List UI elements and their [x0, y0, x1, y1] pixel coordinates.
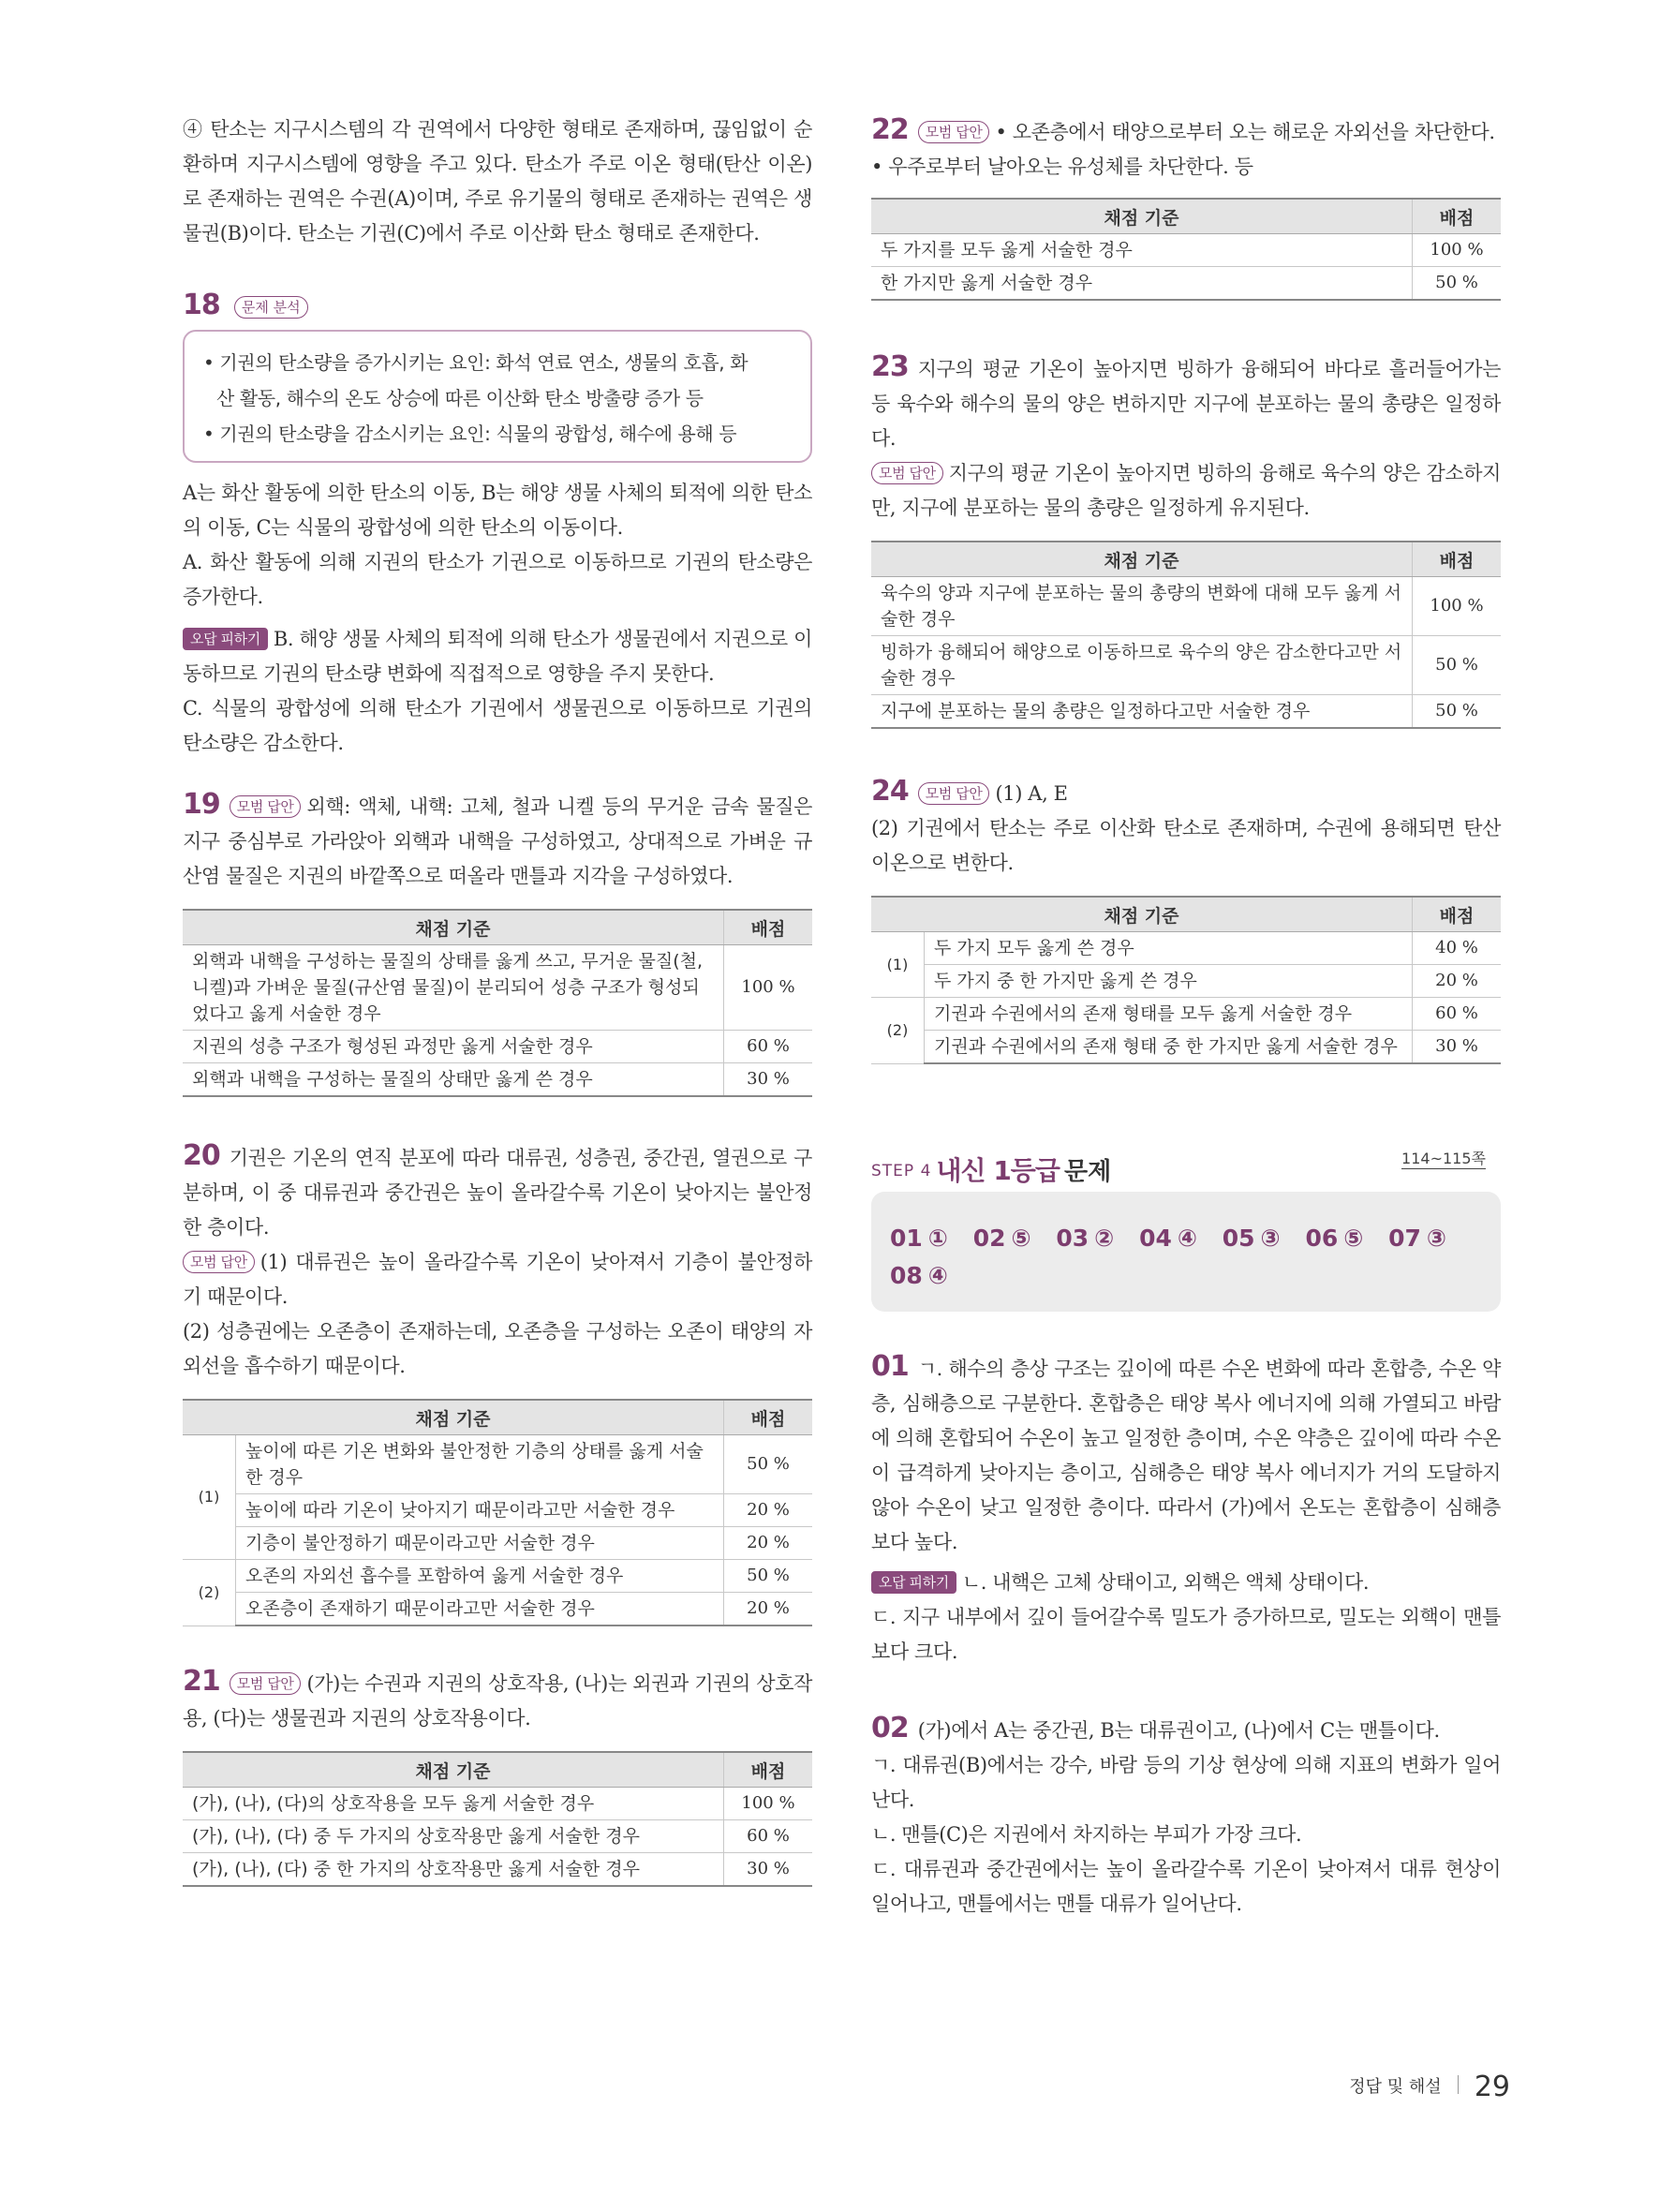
explanation-01	[871, 1349, 1501, 1670]
points-cell: 50 %	[1413, 267, 1502, 301]
q21-answer	[183, 1664, 812, 1736]
points-cell: 50 %	[1413, 695, 1502, 729]
table-row	[183, 945, 812, 1031]
question-18	[183, 289, 812, 761]
points-cell: 40 %	[1413, 932, 1502, 965]
e02-text-line	[871, 1711, 1501, 1748]
table-row	[871, 267, 1501, 301]
e01-avoid-b: ㄴ. 내핵은 고체 상태이고, 외핵은 액체 상태이다.	[961, 1571, 1370, 1594]
q24-answer-2: (2) 기권에서 탄소는 주로 이산화 탄소로 존재하며, 수권에 용해되면 탄산 이온으로 변한다.	[871, 817, 1501, 874]
q18-paragraph-3	[183, 622, 812, 691]
points-cell: 20 %	[724, 1527, 813, 1560]
points-cell: 20 %	[724, 1494, 813, 1527]
table-header	[871, 542, 1501, 577]
answer-number: 01	[890, 1225, 923, 1252]
question-24	[871, 774, 1501, 1064]
criteria-cell: 두 가지 모두 옳게 쓴 경우	[925, 932, 1413, 965]
criteria-cell: 지권의 성층 구조가 형성된 과정만 옳게 서술한 경우	[183, 1031, 724, 1063]
table-row	[183, 1788, 812, 1820]
points-header: 배점	[724, 1752, 813, 1788]
e01-avoid-badge: 오답 피하기	[871, 1571, 956, 1594]
answer-number: 04	[1139, 1225, 1172, 1252]
points-header: 배점	[1413, 542, 1502, 577]
right-column	[871, 112, 1501, 1922]
points-header: 배점	[1413, 897, 1502, 932]
e02-number: 02	[871, 1712, 909, 1744]
e01-text-line	[871, 1349, 1501, 1560]
q22-line-2: • 우주로부터 날아오는 유성체를 차단한다. 등	[871, 156, 1253, 178]
criteria-cell: 두 가지를 모두 옳게 서술한 경우	[871, 234, 1413, 267]
q20-scoring-table	[183, 1399, 812, 1626]
criteria-header: 채점 기준	[871, 199, 1413, 234]
q22-answer-1	[871, 112, 1501, 150]
q24-number: 24	[871, 775, 909, 808]
e02-text: (가)에서 A는 중간권, B는 대류권이고, (나)에서 C는 맨틀이다.	[917, 1719, 1440, 1742]
step4-title-rest: 문제	[1064, 1158, 1112, 1186]
table-header	[183, 1752, 812, 1788]
criteria-cell: 육수의 양과 지구에 분포하는 물의 총량의 변화에 대해 모두 옳게 서술한 경우	[871, 577, 1413, 636]
question-20	[183, 1138, 812, 1626]
points-cell: 20 %	[1413, 965, 1502, 998]
criteria-header: 채점 기준	[183, 1400, 724, 1435]
q23-model-badge: 모범 답안	[871, 462, 943, 484]
table-row	[183, 1853, 812, 1887]
question-21	[183, 1664, 812, 1887]
q18-box-line-2: 산 활동, 해수의 온도 상승에 따른 이산화 탄소 방출량 증가 등	[216, 387, 704, 409]
points-cell: 30 %	[1413, 1031, 1502, 1064]
table-row	[871, 1031, 1501, 1064]
criteria-header: 채점 기준	[871, 542, 1413, 577]
q22-scoring-table	[871, 198, 1501, 301]
question-23	[871, 349, 1501, 729]
q20-answer-1	[183, 1245, 812, 1314]
step4-answer-box	[871, 1192, 1501, 1312]
answer-choice: ④	[927, 1262, 948, 1289]
table-header	[871, 897, 1501, 932]
q18-avoid-text: B. 해양 생물 사체의 퇴적에 의해 탄소가 생물권에서 지권으로 이동하므로 기권의 탄소량 변화에 직접적으로 영향을 주지 못한다.	[183, 628, 812, 685]
explanation-02	[871, 1711, 1501, 1922]
points-header: 배점	[724, 1400, 813, 1435]
table-row	[183, 1527, 812, 1560]
criteria-cell: 높이에 따른 기온 변화와 불안정한 기층의 상태를 옳게 서술한 경우	[236, 1435, 724, 1494]
table-row	[183, 1063, 812, 1097]
page-number: 29	[1474, 2071, 1510, 2103]
criteria-cell: 외핵과 내핵을 구성하는 물질의 상태를 옳게 쓰고, 무거운 물질(철, 니켈)과 가벼운 물질(규산염 물질)이 분리되어 성층 구조가 형성되었다고 옳게 서술한 경우	[183, 945, 724, 1031]
q23-answer	[871, 456, 1501, 526]
answer-choice: ②	[1094, 1225, 1115, 1252]
answer-number: 03	[1056, 1225, 1089, 1252]
footer-label: 정답 및 해설	[1349, 2077, 1442, 2097]
left-column	[183, 112, 812, 1887]
q18-number: 18	[183, 289, 220, 321]
q18-paragraph-1: A는 화산 활동에 의한 탄소의 이동, B는 해양 생물 사체의 퇴적에 의한 탄소의 이동, C는 식물의 광합성에 의한 탄소의 이동이다.	[183, 482, 812, 539]
e02-a: ㄱ. 대류권(B)에서는 강수, 바람 등의 기상 현상에 의해 지표의 변화가 일어난다.	[871, 1754, 1501, 1811]
q24-answer-1	[871, 774, 1501, 811]
group-label: (1)	[183, 1435, 236, 1560]
criteria-cell: 오존층이 존재하기 때문이라고만 서술한 경우	[236, 1593, 724, 1626]
criteria-cell: 외핵과 내핵을 구성하는 물질의 상태만 옳게 쓴 경우	[183, 1063, 724, 1097]
answer-number: 08	[890, 1262, 923, 1289]
intro-paragraph: ④ 탄소는 지구시스템의 각 권역에서 다양한 형태로 존재하며, 끊임없이 순환하며 지구시스템에 영향을 주고 있다. 탄소가 주로 이온 형태(탄산 이온)로 존재하는 권역은 수권(A)이며, 주로 유기물의 형태로 존재하는 권역은 생물권(B)이다. 탄소는 기권(C)에서 주로 이산화 탄소 형태로 존재한다.	[183, 118, 812, 245]
points-cell: 60 %	[724, 1031, 813, 1063]
q23-intro	[871, 349, 1501, 456]
answer-number: 07	[1388, 1225, 1421, 1252]
step4-section	[871, 1151, 1501, 1312]
points-cell: 30 %	[724, 1853, 813, 1887]
step4-title-bold: 내신 1등급	[936, 1155, 1060, 1186]
q23-scoring-table	[871, 541, 1501, 729]
table-row	[871, 932, 1501, 965]
answer-choice: ④	[1177, 1225, 1198, 1252]
criteria-cell: (가), (나), (다) 중 두 가지의 상호작용만 옳게 서술한 경우	[183, 1820, 724, 1853]
q24-model-badge: 모범 답안	[918, 782, 990, 805]
points-cell: 30 %	[724, 1063, 813, 1097]
q20-number: 20	[183, 1139, 220, 1172]
q22-number: 22	[871, 113, 909, 146]
table-header	[183, 910, 812, 945]
e02-b: ㄴ. 맨틀(C)은 지권에서 차지하는 부피가 가장 크다.	[871, 1823, 1302, 1846]
step4-answers	[890, 1220, 1482, 1295]
q22-line-1: • 오존층에서 태양으로부터 오는 해로운 자외선을 차단한다.	[995, 121, 1495, 143]
table-row	[871, 695, 1501, 729]
q18-analysis-box	[183, 330, 812, 463]
answer-choice: ③	[1260, 1225, 1281, 1252]
q23-number: 23	[871, 350, 909, 383]
q18-header	[183, 289, 812, 328]
points-cell: 50 %	[1413, 636, 1502, 695]
q21-number: 21	[183, 1665, 220, 1698]
table-row	[183, 1031, 812, 1063]
answer-choice: ⑤	[1011, 1225, 1031, 1252]
criteria-cell: 두 가지 중 한 가지만 옳게 쓴 경우	[925, 965, 1413, 998]
points-cell: 100 %	[1413, 577, 1502, 636]
e02-c: ㄷ. 대류권과 중간권에서는 높이 올라갈수록 기온이 낮아져서 대류 현상이 일어나고, 맨틀에서는 맨틀 대류가 일어난다.	[871, 1858, 1501, 1915]
points-cell: 50 %	[724, 1560, 813, 1593]
criteria-cell: (가), (나), (다) 중 한 가지의 상호작용만 옳게 서술한 경우	[183, 1853, 724, 1887]
table-row	[871, 965, 1501, 998]
points-cell: 50 %	[724, 1435, 813, 1494]
page-footer	[1349, 2071, 1510, 2103]
criteria-cell: 한 가지만 옳게 서술한 경우	[871, 267, 1413, 301]
table-header	[183, 1400, 812, 1435]
q20-text: 기권은 기온의 연직 분포에 따라 대류권, 성층권, 중간권, 열권으로 구분하며, 이 중 대류권과 중간권은 높이 올라갈수록 기온이 낮아지는 불안정한 층이다.	[183, 1147, 812, 1239]
q21-text: (가)는 수권과 지권의 상호작용, (나)는 외권과 기권의 상호작용, (다)는 생물권과 지권의 상호작용이다.	[183, 1672, 812, 1730]
e01-avoid	[871, 1566, 1501, 1600]
table-row	[871, 234, 1501, 267]
group-label: (1)	[871, 932, 925, 998]
answer-choice: ①	[927, 1225, 948, 1252]
q18-box-line-3: • 기권의 탄소량을 감소시키는 요인: 식물의 광합성, 해수에 용해 등	[203, 423, 737, 445]
footer-divider	[1458, 2075, 1459, 2094]
q19-scoring-table	[183, 909, 812, 1097]
q20-intro	[183, 1138, 812, 1245]
step4-pages: 114~115쪽	[1401, 1147, 1486, 1169]
group-label: (2)	[183, 1560, 236, 1626]
points-cell: 100 %	[724, 945, 813, 1031]
criteria-cell: (가), (나), (다)의 상호작용을 모두 옳게 서술한 경우	[183, 1788, 724, 1820]
table-row	[183, 1593, 812, 1626]
step4-header	[871, 1151, 1501, 1192]
table-row	[183, 1494, 812, 1527]
points-cell: 100 %	[724, 1788, 813, 1820]
step4-label: STEP 4	[871, 1162, 932, 1180]
criteria-cell: 높이에 따라 기온이 낮아지기 때문이라고만 서술한 경우	[236, 1494, 724, 1527]
answer-number: 05	[1222, 1225, 1255, 1252]
q20-answer-2: (2) 성층권에는 오존층이 존재하는데, 오존층을 구성하는 오존이 태양의 자외선을 흡수하기 때문이다.	[183, 1320, 812, 1377]
criteria-header: 채점 기준	[871, 897, 1413, 932]
q24-scoring-table	[871, 896, 1501, 1064]
points-cell: 20 %	[724, 1593, 813, 1626]
criteria-cell: 지구에 분포하는 물의 총량은 일정하다고만 서술한 경우	[871, 695, 1413, 729]
e01-text: ㄱ. 해수의 층상 구조는 깊이에 따른 수온 변화에 따라 혼합층, 수온 약층, 심해층으로 구분한다. 혼합층은 태양 복사 에너지에 의해 가열되고 바람에 의해 혼합되어 수온이 높고 일정한 층이며, 수온 약층은 깊이에 따라 수온이 급격하게 낮아지는 층이고, 심해층은 태양 복사 에너지가 거의 도달하지 않아 수온이 낮고 일정한 층이다. 따라서 (가)에서 온도는 혼합층이 심해층보다 높다.	[871, 1358, 1501, 1553]
answer-number: 06	[1305, 1225, 1339, 1252]
table-row	[183, 1560, 812, 1593]
points-header: 배점	[724, 910, 813, 945]
criteria-cell: 오존의 자외선 흡수를 포함하여 옳게 서술한 경우	[236, 1560, 724, 1593]
criteria-cell: 빙하가 융해되어 해양으로 이동하므로 육수의 양은 감소한다고만 서술한 경우	[871, 636, 1413, 695]
answer-choice: ⑤	[1343, 1225, 1364, 1252]
q19-number: 19	[183, 788, 220, 821]
q18-paragraph-2: A. 화산 활동에 의해 지권의 탄소가 기권으로 이동하므로 기권의 탄소량은 증가한다.	[183, 551, 812, 608]
table-row	[871, 998, 1501, 1031]
q18-paragraph-4: C. 식물의 광합성에 의해 탄소가 기권에서 생물권으로 이동하므로 기권의 탄소량은 감소한다.	[183, 697, 812, 754]
table-row	[871, 636, 1501, 695]
q19-text: 외핵: 액체, 내핵: 고체, 철과 니켈 등의 무거운 금속 물질은 지구 중심부로 가라앉아 외핵과 내핵을 구성하였고, 상대적으로 가벼운 규산염 물질은 지권의 바깥쪽으로 떠올라 맨틀과 지각을 구성하였다.	[183, 795, 812, 887]
q20-model-badge: 모범 답안	[183, 1251, 255, 1273]
answer-choice: ③	[1426, 1225, 1447, 1252]
answer-number: 02	[972, 1225, 1006, 1252]
points-cell: 60 %	[1413, 998, 1502, 1031]
question-19	[183, 787, 812, 1097]
q22-model-badge: 모범 답안	[918, 121, 990, 143]
q21-model-badge: 모범 답안	[230, 1672, 302, 1695]
q23-answer-text: 지구의 평균 기온이 높아지면 빙하의 융해로 육수의 양은 감소하지만, 지구에 분포하는 물의 총량은 일정하게 유지된다.	[871, 462, 1501, 519]
table-row	[183, 1435, 812, 1494]
e01-number: 01	[871, 1350, 909, 1383]
criteria-cell: 기권과 수권에서의 존재 형태를 모두 옳게 서술한 경우	[925, 998, 1413, 1031]
q23-text: 지구의 평균 기온이 높아지면 빙하가 융해되어 바다로 흘러들어가는 등 육수와 해수의 물의 양은 변하지만 지구에 분포하는 물의 총량은 일정하다.	[871, 358, 1501, 450]
e01-avoid-c: ㄷ. 지구 내부에서 깊이 들어갈수록 밀도가 증가하므로, 밀도는 외핵이 맨틀보다 크다.	[871, 1606, 1501, 1663]
q18-avoid-badge: 오답 피하기	[183, 628, 268, 650]
points-cell: 60 %	[724, 1820, 813, 1853]
criteria-header: 채점 기준	[183, 910, 724, 945]
table-header	[871, 199, 1501, 234]
criteria-header: 채점 기준	[183, 1752, 724, 1788]
q21-scoring-table	[183, 1751, 812, 1887]
q18-analysis-badge: 문제 분석	[234, 296, 308, 319]
points-header: 배점	[1413, 199, 1502, 234]
table-row	[871, 577, 1501, 636]
group-label: (2)	[871, 998, 925, 1064]
q19-model-badge: 모범 답안	[230, 795, 302, 818]
q18-box-line-1: • 기권의 탄소량을 증가시키는 요인: 화석 연료 연소, 생물의 호흡, 화	[203, 351, 748, 374]
question-22	[871, 112, 1501, 301]
q19-answer	[183, 787, 812, 894]
q24-answer-1-text: (1) A, E	[995, 782, 1068, 805]
criteria-cell: 기층이 불안정하기 때문이라고만 서술한 경우	[236, 1527, 724, 1560]
points-cell: 100 %	[1413, 234, 1502, 267]
criteria-cell: 기권과 수권에서의 존재 형태 중 한 가지만 옳게 서술한 경우	[925, 1031, 1413, 1064]
q20-answer-1-text: (1) 대류권은 높이 올라갈수록 기온이 낮아져서 기층이 불안정하기 때문이다.	[183, 1251, 812, 1308]
table-row	[183, 1820, 812, 1853]
